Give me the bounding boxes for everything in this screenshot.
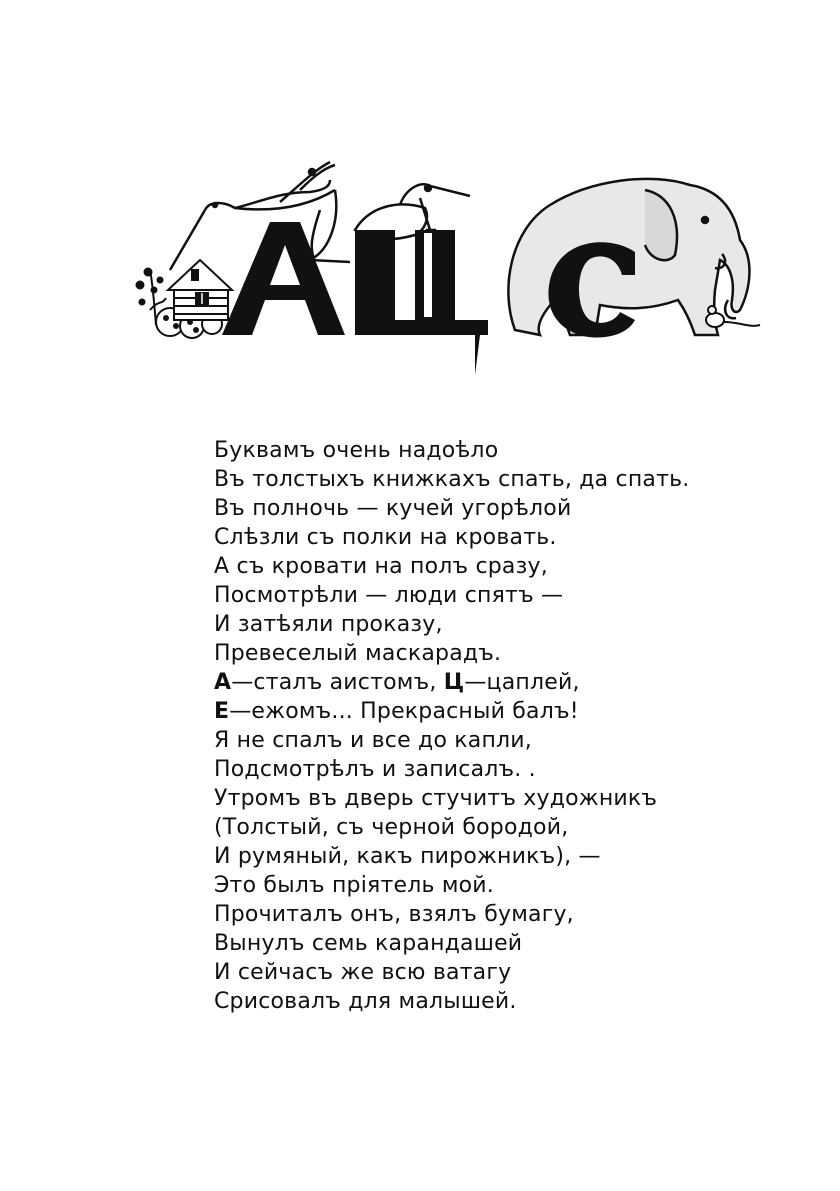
- poem-line-text: Срисовалъ для малышей.: [214, 989, 517, 1014]
- poem-line: [214, 987, 774, 1016]
- poem-line: [214, 929, 774, 958]
- poem-line: [214, 871, 774, 900]
- poem-line: [214, 581, 774, 610]
- poem-line: [214, 552, 774, 581]
- poem-line: [214, 639, 774, 668]
- house-drawing: [168, 260, 232, 320]
- poem-line-text: И затѣяли проказу,: [214, 612, 443, 637]
- letter-ts-glyph: [355, 230, 488, 375]
- poem-line-text: И румяный, какъ пирожникъ), —: [214, 844, 601, 869]
- poem-line: [214, 900, 774, 929]
- poem-line: [214, 958, 774, 987]
- poem-line-text: Буквамъ очень надоѣло: [214, 438, 499, 463]
- poem-line-text: Превеселый маскарадъ.: [214, 641, 502, 666]
- poem-line-text: —ежомъ... Прекрасный балъ!: [229, 699, 579, 724]
- poem-line: [214, 813, 774, 842]
- poem-line: [214, 668, 774, 697]
- heron-leg-drawing: [423, 232, 433, 318]
- poem-line-text: —цаплей,: [464, 670, 580, 695]
- poem-line-text: Въ толстыхъ книжкахъ спать, да спать.: [214, 467, 690, 492]
- poem-line: [214, 436, 774, 465]
- poem-line-text: (Толстый, съ черной бородой,: [214, 815, 569, 840]
- alphabet-illustration: [130, 150, 770, 380]
- poem-line-text: Слѣзли съ полки на кровать.: [214, 525, 557, 550]
- poem-bold-letter: А: [214, 670, 232, 695]
- poem-line: [214, 697, 774, 726]
- poem-line: [214, 784, 774, 813]
- poem-line: [214, 465, 774, 494]
- poem-bold-letter: Ц: [443, 670, 465, 695]
- poem-line: [214, 842, 774, 871]
- poem-line-text: И сейчасъ же всю ватагу: [214, 960, 512, 985]
- poem-line: [214, 523, 774, 552]
- poem-line-text: Прочиталъ онъ, взялъ бумагу,: [214, 902, 574, 927]
- poem-line-text: Вынулъ семь карандашей: [214, 931, 523, 956]
- poem-line-text: Въ полночь — кучей угорѣлой: [214, 496, 572, 521]
- letter-a-glyph: [222, 222, 345, 335]
- poem-line: [214, 610, 774, 639]
- poem-line-text: Утромъ въ дверь стучитъ художникъ: [214, 786, 658, 811]
- poem-line: [214, 494, 774, 523]
- poem-line: [214, 726, 774, 755]
- poem-text: [214, 436, 774, 1016]
- poem-line-text: Я не спалъ и все до капли,: [214, 728, 533, 753]
- poem-line-text: А съ кровати на полъ сразу,: [214, 554, 548, 579]
- poem-line: [214, 755, 774, 784]
- poem-line-text: Это былъ прiятель мой.: [214, 873, 494, 898]
- poem-line-text: —сталъ аистомъ,: [231, 670, 444, 695]
- poem-line-text: Посмотрѣли — люди спятъ —: [214, 583, 564, 608]
- poem-line-text: Подсмотрѣлъ и записалъ. .: [214, 757, 536, 782]
- poem-bold-letter: Е: [214, 699, 230, 724]
